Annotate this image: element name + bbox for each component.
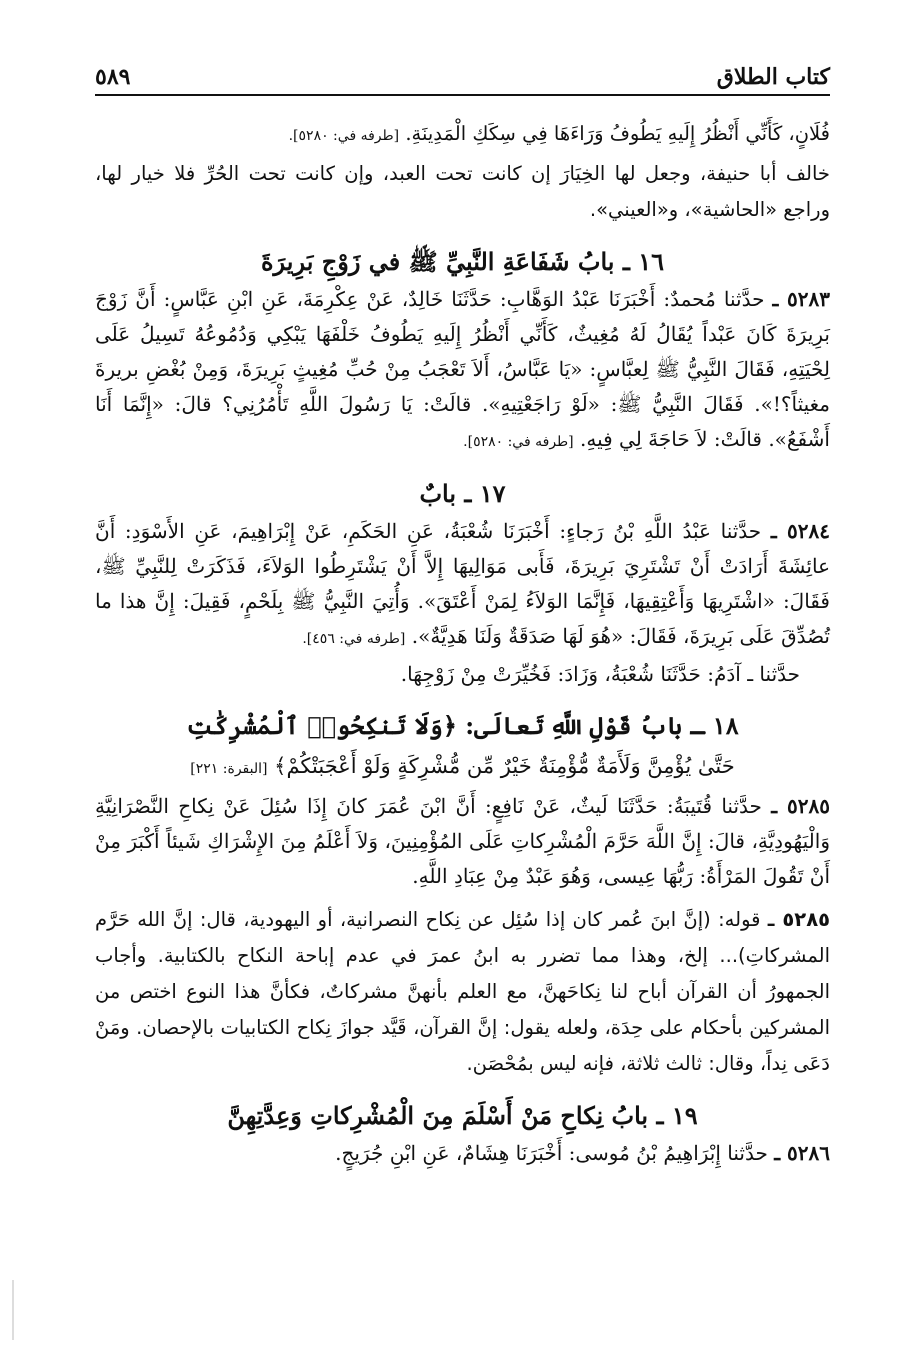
top-hadith-text: فُلَانٍ، كَأَنِّي أَنْظُرُ إِلَيهِ يَطُوفُ وَرَاءَهَا فِي سِكَكِ الْمَدِينَةِ. (405, 122, 830, 145)
section-heading-17: ١٧ ـ بابٌ (419, 479, 506, 508)
hadith-text: حدَّثنا إِبْرَاهِيمُ بْنُ مُوسى: أَخْبَرَنَا هِشَامٌ، عَنِ ابْنِ جُرَيجٍ. (335, 1141, 768, 1165)
book-title: كتاب الطلاق (716, 64, 830, 90)
hadith-5284-addendum: حدَّثنا ـ آدَمُ: حَدَّثَنَا شُعْبَةُ، وَزَادَ: فَخُيِّرَتْ مِنْ زَوْجِهَا. (400, 662, 800, 686)
page-body (95, 50, 830, 1171)
hadith-number: ٥٢٨٤ ـ (770, 519, 830, 543)
hadith-number: ٥٢٨٦ ـ (774, 1141, 830, 1165)
hadith-text: حدَّثنا مُحمدٌ: أَخْبَرَنَا عَبْدُ الوَهَّابِ: حَدَّثَنَا خَالِدٌ، عَنْ عِكْرِمَةَ، عَنِ ابْنِ عَبَّاسٍ: أَنَّ زَوْجَ بَرِيرَةَ كَانَ عَبْداً يُقَالُ لَهُ مُغِيثٌ، كَأَنِّي أَنْظُرُ إِلَيهِ يَطُوفُ خَلْفَهَا يَبْكِي وَدُمُوعُهُ تَسِيلُ عَلَى لِحْيَتِهِ، فَقَالَ النَّبِيُّ ﷺ لِعبَّاسٍ: «يَا عَبَّاسُ، أَلاَ تَعْجَبُ مِنْ حُبِّ مُغِيثٍ بَرِيرَةَ، وَمِنْ بُغْضِ بريرةَ مغيثاً؟!». فَقَالَ النَّبِيُّ ﷺ: «لَوْ رَاجَعْتِيهِ». قالَتْ: يَا رَسُولَ اللَّهِ تَأْمُرُنِي؟ قالَ: «إِنَّمَا أَنَا أَشْفَعُ». قالَتْ: لاَ حَاجَةَ لِي فِيهِ. (95, 287, 830, 451)
verse-ref: [البقرة: ٢٢١] (190, 761, 268, 777)
hadith-5286 (95, 1136, 830, 1171)
hadith-5284 (95, 514, 830, 657)
page-number: ٥٨٩ (95, 64, 131, 90)
hadith-5285 (95, 789, 830, 894)
hadith-number: ٥٢٨٥ ـ (771, 794, 830, 818)
hadith-ref: [طرفه في: ٤٥٦]. (302, 631, 406, 647)
scan-edge-mark (12, 1280, 14, 1340)
section-heading-19: ١٩ ـ بابُ نِكاحِ مَنْ أَسْلَمَ مِنَ الْمُشْرِكاتِ وَعِدَّتِهِنَّ (227, 1101, 698, 1130)
top-hadith-continuation (95, 116, 830, 154)
hadith-ref: [طرفه في: ٥٢٨٠]. (463, 434, 574, 450)
hadith-text: حدَّثنا عَبْدُ اللَّهِ بْنُ رَجاءٍ: أَخْبَرَنَا شُعْبَةُ، عَنِ الحَكَمِ، عَنْ إِبْرَاهِيمَ، عَنِ الأَسْوَدِ: أَنَّ عائِشَةَ أَرَادَتْ أَنْ تَشْتَرِيَ بَرِيرَةَ، فَأَبى مَوَالِيهَا إِلاَّ أَنْ يَشْتَرِطُوا الوَلاَءَ، فَذَكَرَتْ لِلنَّبِيِّ ﷺ، فَقَالَ: «اشْتَرِيهَا وَأَعْتِقِيهَا، فَإِنَّمَا الوَلاَءُ لِمَنْ أَعْتَقَ». وَأُتِيَ النَّبِيُّ ﷺ بِلَحْمٍ، فَقِيلَ: إِنَّ هذا ما تُصُدِّقَ عَلَى بَرِيرَةَ، فَقَالَ: «هُوَ لَهَا صَدَقَةٌ وَلَنَا هَدِيَّةٌ». (95, 519, 830, 648)
hadith-text: حدَّثنا قُتَيبَةُ: حَدَّثَنَا لَيثٌ، عَنْ نَافِعٍ: أَنَّ ابْنَ عُمَرَ كانَ إِذَا سُئِلَ عَنْ نِكاحِ النَّصْرَانِيَّةِ وَالْيَهُودِيَّةِ، قالَ: إِنَّ اللَّهَ حَرَّمَ الْمُشْرِكاتِ عَلَى المُؤْمِنِينَ، وَلاَ أَعْلَمُ مِنَ الإِشْرَاكِ شَيئاً أَكْبَرَ مِنْ أَنْ تَقُولَ المَرْأَةُ: رَبُّهَا عِيسى، وَهُوَ عَبْدٌ مِنْ عِبَادِ اللَّهِ. (95, 794, 830, 888)
page-header (95, 50, 830, 96)
section-heading-18 (95, 706, 830, 789)
top-commentary: خالف أبا حنيفة، وجعل لها الخِيَارَ إن كانت تحت العبد، وإن كانت تحت الحُرِّ فلا خيار لها، وراجع «الحاشية»، و«العيني». (95, 162, 830, 221)
hadith-number: ٥٢٨٣ ـ (772, 287, 831, 311)
hadith-5283 (95, 282, 830, 460)
quran-verse: حَتَّىٰ يُؤْمِنَّ وَلَأَمَةٌ مُّؤْمِنَةٌ خَيْرٌ مِّن مُّشْرِكَةٍ وَلَوْ أَعْجَبَتْكُمْ﴾ (274, 754, 735, 778)
commentary-text: قوله: (إنَّ ابنَ عُمر كان إذا سُئِل عن نِكاح النصرانية، أو اليهودية، قال: إنَّ الله حَرَّم المشركاتِ)... إلخ، وهذا مما تضرر به ابنُ عمرَ في عدم إباحة النكاح بالكتابية. وأجاب الجمهورُ أن القرآن أباح لنا نِكاحَهنَّ، مع العلم بأنهنَّ مشركاتٌ، فكأنَّ هذا النوع اختص من المشركين بأحكام على حِدَة، ولعله يقول: إنَّ القرآن، قَيَّد جوازَ نِكاح الكتابيات بالإحصان. ومَنْ دَعَى نِداً، وقال: ثالث ثلاثة، فإنه ليس بمُحْصَن. (95, 908, 830, 1075)
section-heading-18-line1: ١٨ ـ بابُ قَوْلِ اللَّهِ تَعالَى: ﴿وَلَا تَنكِحُوا۟ ٱلْمُشْرِكَٰتِ (186, 711, 739, 740)
commentary-5285 (95, 902, 830, 1082)
commentary-number: ٥٢٨٥ ـ (767, 908, 830, 931)
section-heading-18-line2 (95, 746, 830, 789)
section-heading-16: ١٦ ـ بابُ شَفَاعَةِ النَّبِيِّ ﷺ في زَوْجِ بَرِيرَةَ (260, 247, 665, 276)
top-hadith-ref: [طرفه في: ٥٢٨٠]. (288, 128, 400, 144)
